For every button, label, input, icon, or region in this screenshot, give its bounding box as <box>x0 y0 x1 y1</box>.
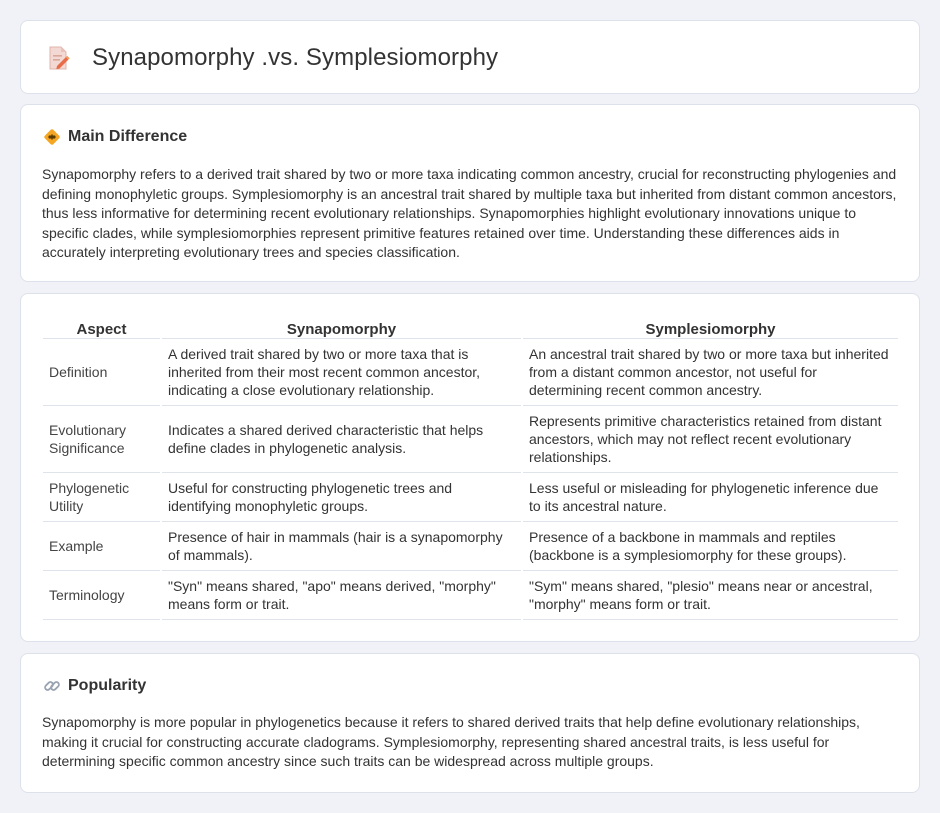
popularity-card <box>20 653 920 793</box>
comparison-card <box>20 293 920 642</box>
row-symplesiomorphy: Presence of a backbone in mammals and reptiles (backbone is a symplesiomorphy for these groups). <box>522 521 898 570</box>
row-synapomorphy: A derived trait shared by two or more taxa that is inherited from their most recent common ancestor, indicating a close evolutionary relationship. <box>161 338 522 405</box>
row-symplesiomorphy: An ancestral trait shared by two or more taxa but inherited from a distant common ancestor, not useful for determining recent common ancestry. <box>522 338 898 405</box>
row-aspect: Terminology <box>43 570 161 619</box>
header-aspect: Aspect <box>43 316 161 338</box>
table-row <box>43 338 898 405</box>
row-symplesiomorphy: "Sym" means shared, "plesio" means near or ancestral, "morphy" means form or trait. <box>522 570 898 619</box>
main-difference-card <box>20 104 920 282</box>
popularity-title: Popularity <box>68 677 147 694</box>
row-synapomorphy: Indicates a shared derived characteristic that helps define clades in phylogenetic analysis. <box>161 405 522 472</box>
row-synapomorphy: Useful for constructing phylogenetic trees and identifying monophyletic groups. <box>161 472 522 521</box>
row-symplesiomorphy: Represents primitive characteristics retained from distant ancestors, which may not reflect recent evolutionary relationships. <box>522 405 898 472</box>
document-edit-icon <box>47 45 71 71</box>
header-synapomorphy: Synapomorphy <box>161 316 522 338</box>
comparison-table <box>43 316 898 620</box>
table-header-row <box>43 316 898 338</box>
main-difference-heading <box>43 128 187 146</box>
table-row <box>43 521 898 570</box>
main-difference-title: Main Difference <box>68 128 188 145</box>
title-row <box>47 44 498 72</box>
table-row <box>43 570 898 619</box>
row-synapomorphy: Presence of hair in mammals (hair is a synapomorphy of mammals). <box>161 521 522 570</box>
diamond-sign-icon <box>43 128 61 146</box>
table-row <box>43 405 898 472</box>
main-difference-text: Synapomorphy refers to a derived trait shared by two or more taxa indicating common ancestry, crucial for reconstructing phylogenies and defining monophyletic groups. Symplesiomorphy is an ancestral trait shared by multiple taxa but inherited from distant common ancestors, thus less informative for determining recent evolutionary relationships. Synapomorphies highlight evolutionary innovations unique to specific clades, while symplesiomorphies represent primitive features retained over time. Understanding these differences aids in accurately interpreting evolutionary trees and species classification. <box>42 166 897 261</box>
row-synapomorphy: "Syn" means shared, "apo" means derived, "morphy" means form or trait. <box>161 570 522 619</box>
row-aspect: Definition <box>43 338 161 405</box>
row-symplesiomorphy: Less useful or misleading for phylogenetic inference due to its ancestral nature. <box>522 472 898 521</box>
popularity-text: Synapomorphy is more popular in phylogenetics because it refers to shared derived traits that help define evolutionary relationships, making it crucial for constructing accurate cladograms. Symplesiomorphy, representing shared ancestral traits, is less useful for determining specific common ancestry since such traits can be widespread across multiple groups. <box>42 714 860 770</box>
table-row <box>43 472 898 521</box>
popularity-heading <box>43 677 146 695</box>
row-aspect: Example <box>43 521 161 570</box>
row-aspect: Phylogenetic Utility <box>43 472 161 521</box>
header-card <box>20 20 920 94</box>
header-symplesiomorphy: Symplesiomorphy <box>522 316 898 338</box>
page-title: Synapomorphy .vs. Symplesiomorphy <box>92 44 499 71</box>
link-icon <box>43 677 61 695</box>
row-aspect: Evolutionary Significance <box>43 405 161 472</box>
